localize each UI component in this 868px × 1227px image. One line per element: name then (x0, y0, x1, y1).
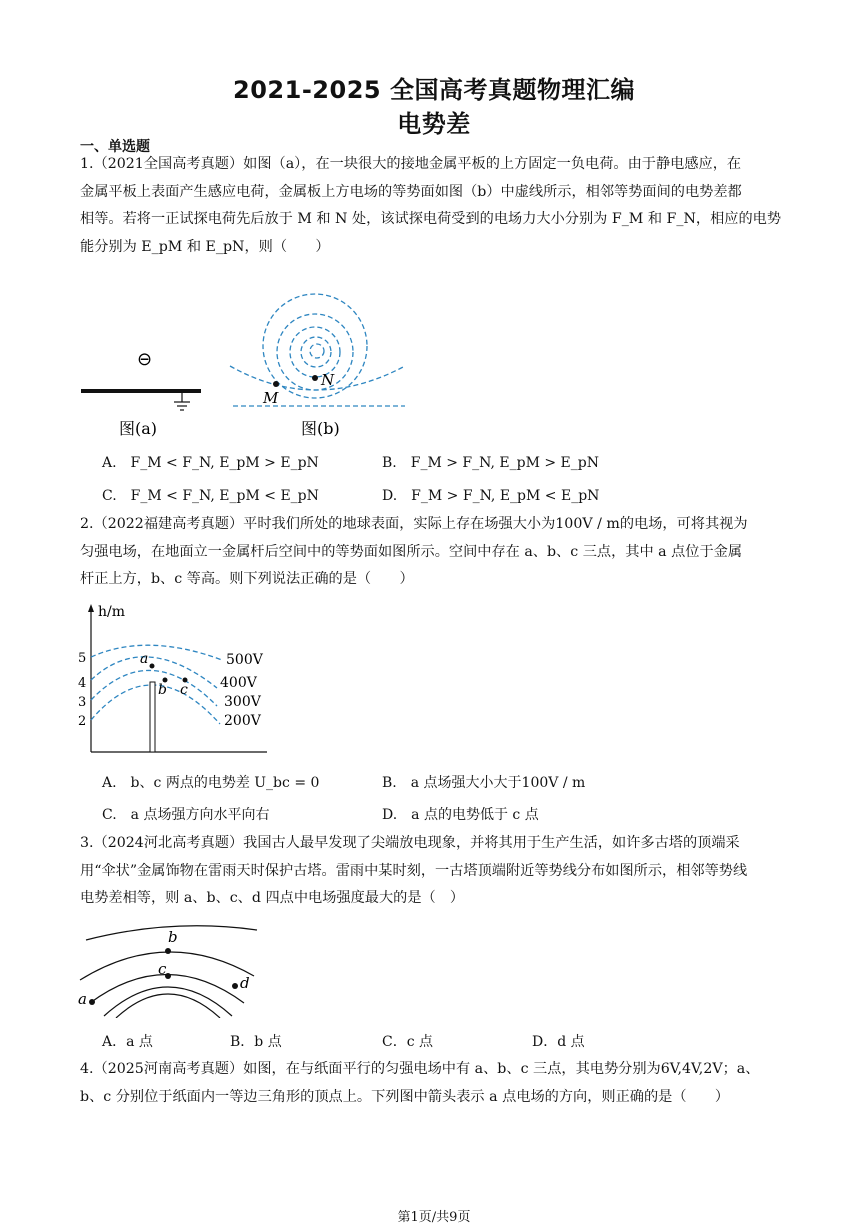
label-a: a (140, 651, 149, 667)
equipotential-lines (230, 294, 405, 406)
q2-option-d: D. a 点的电势低于 c 点 (382, 807, 539, 823)
y-axis-arrow (88, 604, 94, 612)
q3-option-c: C．c 点 (382, 1034, 434, 1050)
q2-line: 匀强电场，在地面立一金属杆后空间中的等势面如图所示。空间中存在 a、b、c 三点，其中 a 点位于金属 (80, 543, 743, 560)
q2-option-c: C. a 点场强方向水平向右 (102, 807, 270, 823)
potential-label: 200V (224, 713, 261, 729)
q3-line: 用“伞状”金属饰物在雷雨天时保护古塔。雷雨中某时刻，一古塔顶端附近等势线分布如图所示，相邻等势线 (80, 862, 748, 879)
axis-label: h/m (98, 604, 126, 620)
page-title: 2021-2025 全国高考真题物理汇编 (233, 76, 635, 104)
question-3-text (80, 830, 747, 913)
ground-icon (174, 393, 190, 410)
metal-plate (81, 389, 201, 393)
tick-label: 2 (78, 714, 87, 729)
q4-line: b、c 分别位于纸面内一等边三角形的顶点上。下列图中箭头表示 a 点电场的方向，则正确的是（ ） (80, 1088, 730, 1105)
q3-line: 3.（2024河北高考真题）我国古人最早发现了尖端放电现象，并将其用于生产生活，如许多古塔的顶端采 (80, 835, 740, 851)
label-b: b (158, 682, 167, 698)
potential-label: 500V (226, 652, 263, 668)
q1-option-d: D. F_M > F_N, E_pM < E_pN (382, 488, 600, 504)
negative-charge-symbol: ⊖ (137, 349, 153, 370)
question-1-text (80, 151, 781, 261)
label-M: M (263, 389, 279, 407)
point-a (89, 999, 95, 1005)
q2-line: 杆正上方，b、c 等高。则下列说法正确的是（ ） (80, 571, 414, 587)
question-4-text (80, 1056, 759, 1111)
point-a (150, 664, 155, 669)
potential-label: 300V (224, 694, 261, 710)
q1-option-a: A. F_M < F_N, E_pM > E_pN (102, 455, 319, 471)
page-footer: 第1页/共9页 (397, 1210, 471, 1225)
page-subtitle: 电势差 (397, 110, 471, 138)
q4-line: 4.（2025河南高考真题）如图，在与纸面平行的匀强电场中有 a、b、c 三点，其电势分别为6V,4V,2V；a、 (80, 1061, 760, 1077)
section-heading: 一、单选题 (80, 139, 150, 155)
tick-label: 4 (78, 676, 87, 691)
point-N (312, 375, 318, 381)
q2-figure (72, 602, 282, 760)
q3-figure (72, 918, 262, 1018)
tick-label: 3 (78, 695, 87, 710)
q1-figure-b (225, 282, 415, 440)
tick-label: 5 (78, 651, 87, 666)
label-b: b (168, 928, 178, 946)
label-N: N (321, 371, 335, 389)
equipotential-curves (91, 645, 222, 724)
question-2-text (80, 511, 748, 594)
q1-line: 1.（2021全国高考真题）如图（a），在一块很大的接地金属平板的上方固定一负电荷。由于静电感应，在 (80, 156, 742, 172)
label-d: d (240, 974, 250, 992)
label-c: c (180, 682, 188, 698)
point-M (273, 381, 279, 387)
q1-option-c: C. F_M < F_N, E_pM < E_pN (102, 488, 319, 504)
q2-option-b: B. a 点场强大小大于100V / m (382, 775, 586, 791)
q1-line: 相等。若将一正试探电荷先后放于 M 和 N 处，该试探电荷受到的电场力大小分别为 F_M 和 F_N，相应的电势 (80, 211, 782, 227)
point-d (232, 983, 238, 989)
q3-line: 电势差相等，则 a、b、c、d 四点中电场强度最大的是（ ） (80, 890, 465, 906)
q2-option-a: A. b、c 两点的电势差 U_bc = 0 (102, 775, 320, 791)
q3-option-d: D．d 点 (532, 1034, 585, 1050)
q1-line: 能分别为 E_pM 和 E_pN，则（ ） (80, 238, 330, 255)
figure-b-caption: 图(b) (301, 419, 340, 438)
q1-option-b: B. F_M > F_N, E_pM > E_pN (382, 455, 599, 471)
metal-rod (150, 682, 155, 752)
label-a: a (78, 990, 87, 1008)
q3-option-a: A．a 点 (102, 1034, 153, 1050)
q3-option-b: B．b 点 (230, 1034, 282, 1050)
q2-line: 2.（2022福建高考真题）平时我们所处的地球表面，实际上存在场强大小为100V / m的电场，可将其视为 (80, 516, 748, 532)
potential-label: 400V (220, 675, 257, 691)
figure-a-caption: 图(a) (119, 419, 158, 438)
label-c: c (158, 960, 167, 978)
point-b (165, 948, 171, 954)
q1-line: 金属平板上表面产生感应电荷，金属板上方电场的等势面如图（b）中虚线所示，相邻等势面间的电势差都 (80, 183, 742, 200)
q1-figure-a (75, 340, 215, 440)
